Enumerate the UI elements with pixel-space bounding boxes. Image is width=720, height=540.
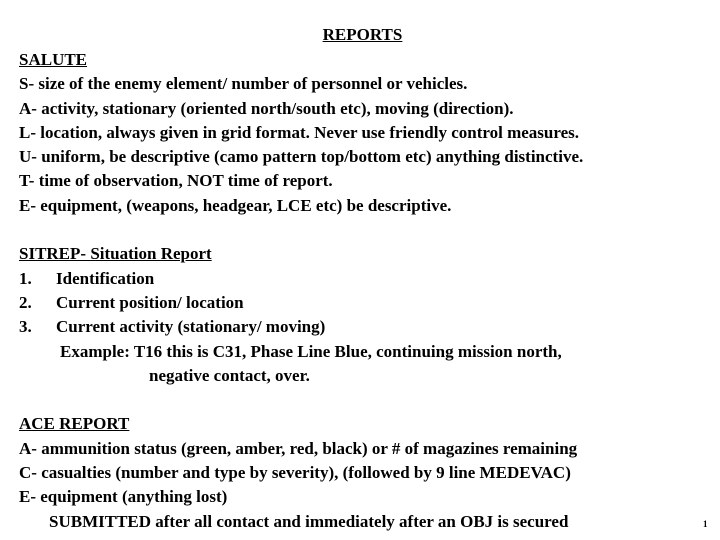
salute-line: L- location, always given in grid format. Never use friendly control measures. <box>19 122 580 142</box>
ace-heading: ACE REPORT <box>19 414 130 434</box>
ace-line: E- equipment (anything lost) <box>19 487 228 507</box>
spacer <box>19 388 714 412</box>
sitrep-item-number: 2. <box>19 292 32 312</box>
sitrep-item-text: Current position/ location <box>56 292 244 312</box>
sitrep-item <box>19 267 714 291</box>
ace-line: C- casualties (number and type by severity), (followed by 9 line MEDEVAC) <box>19 463 571 483</box>
salute-line: A- activity, stationary (oriented north/south etc), moving (direction). <box>19 98 514 118</box>
page-title: REPORTS <box>322 25 403 44</box>
sitrep-item-text: Current activity (stationary/ moving) <box>56 317 326 337</box>
salute-line: E- equipment, (weapons, headgear, LCE etc) be descriptive. <box>19 195 452 215</box>
sitrep-item <box>19 315 714 339</box>
spacer <box>19 218 714 242</box>
slide-body <box>19 48 714 534</box>
ace-note: SUBMITTED after all contact and immediately after an OBJ is secured <box>49 511 569 531</box>
salute-heading: SALUTE <box>19 50 88 69</box>
page-number: 1 <box>703 519 708 529</box>
salute-line: S- size of the enemy element/ number of personnel or vehicles. <box>19 74 468 94</box>
sitrep-item-number: 3. <box>19 317 32 337</box>
sitrep-item <box>19 291 714 315</box>
sitrep-item-text: Identification <box>56 268 155 288</box>
ace-line: A- ammunition status (green, amber, red, black) or # of magazines remaining <box>19 438 578 458</box>
sitrep-example-line1: Example: T16 this is C31, Phase Line Blue, continuing mission north, <box>60 341 562 361</box>
salute-line: T- time of observation, NOT time of report. <box>19 171 333 191</box>
salute-line: U- uniform, be descriptive (camo pattern top/bottom etc) anything distinctive. <box>19 147 584 167</box>
sitrep-heading: SITREP- Situation Report <box>19 244 212 264</box>
sitrep-item-number: 1. <box>19 268 32 288</box>
sitrep-example-line2: negative contact, over. <box>149 365 310 385</box>
